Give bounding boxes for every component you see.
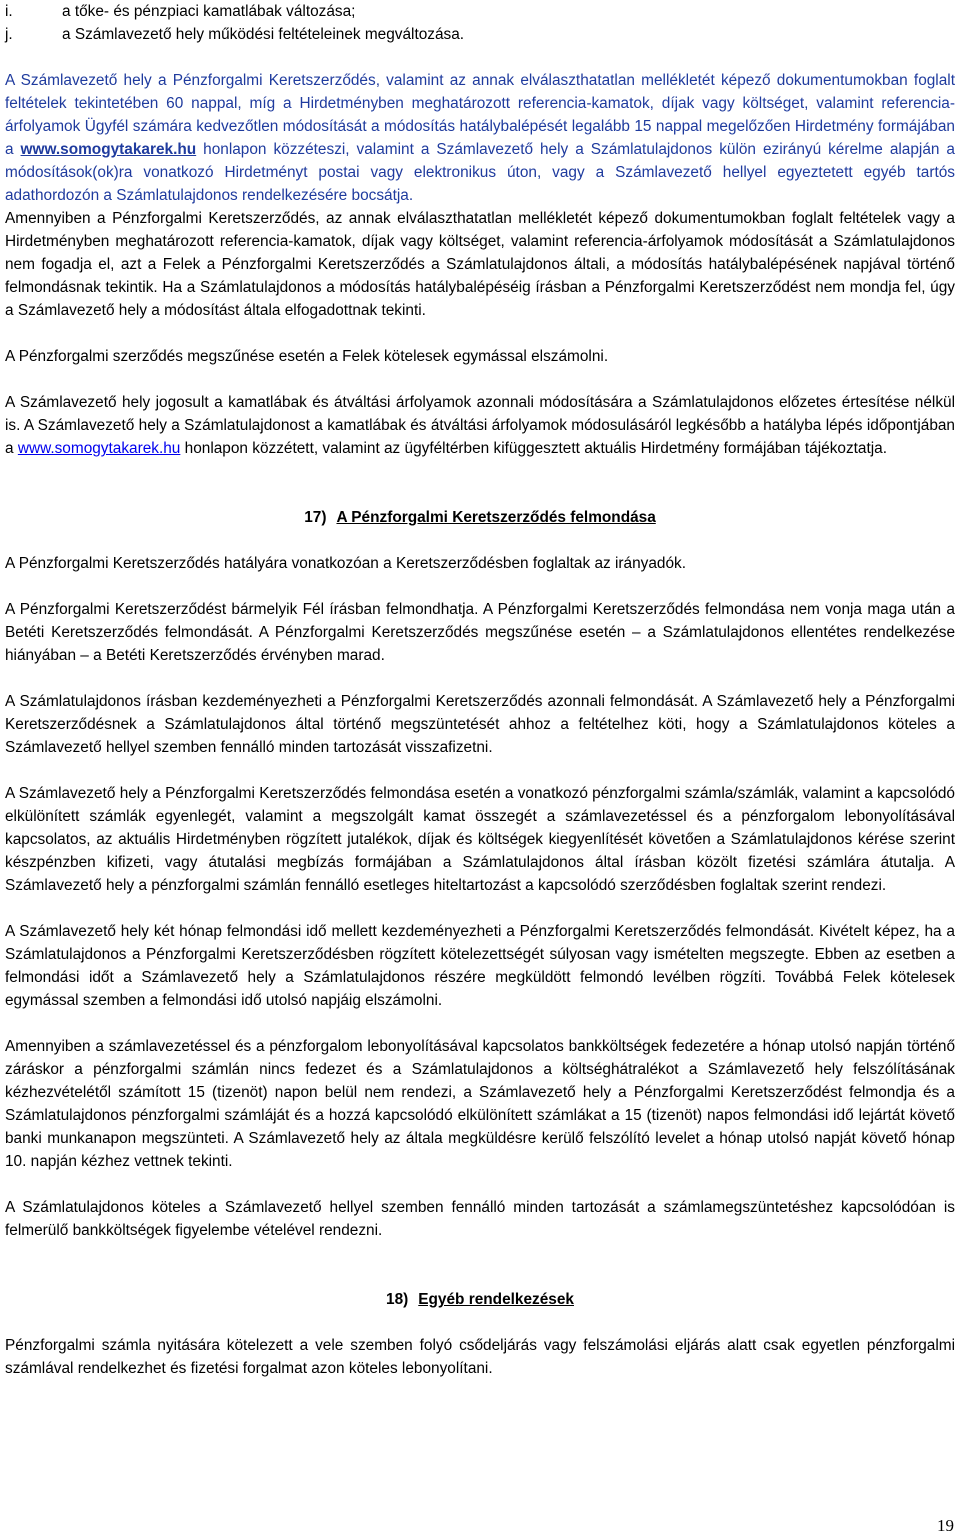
list-item [5, 0, 955, 23]
list-marker: i. [5, 3, 13, 20]
paragraph-settlement: A Pénzforgalmi szerződés megszűnése esetén a Felek kötelesek egymással elszámolni. [5, 348, 609, 365]
paragraph: Amennyiben a számlavezetéssel és a pénzforgalom lebonyolításával kapcsolatos bankköltségek fedezetére a hónap utolsó napján történő záráskor a pénzforgalmi számlán nincs fedezet és a Számlatulajdonos a költséghátralékot a Számlavezető hely felszólításának kézhezvételétől számított 15 (tizenöt) napon belül nem rendezi, a Számlavezető hely a Pénzforgalmi Keretszerződést felmondja és a Számlatulajdonos pénzforgalmi számláját és a hozzá kapcsolódó elkülönített számlákat a 15 (tizenöt) napos felmondási idő lejártát követő banki munkanapon megszünteti. A Számlavezető hely az általa megküldésre kerülő felszólító levelet a hónap utolsó napját követő hónap 10. napján kézhez vettnek tekinti. [5, 1038, 955, 1170]
paragraph: A Pénzforgalmi Keretszerződést bármelyik Fél írásban felmondhatja. A Pénzforgalmi Keretszerződés felmondása nem vonja maga után a Betéti Keretszerződés felmondását. A Pénzforgalmi Keretszerződés megszűnése esetén – a Számlatulajdonos ellentétes rendelkezése hiányában – a Betéti Keretszerződés érvényben marad. [5, 601, 955, 664]
list-text: a tőke- és pénzpiaci kamatlábak változása; [62, 3, 356, 20]
list-text: a Számlavezető hely működési feltételeinek megváltozása. [62, 26, 465, 43]
paragraph: A Számlatulajdonos írásban kezdeményezheti a Pénzforgalmi Keretszerződés azonnali felmondását. A Számlavezető hely a Pénzforgalmi Keretszerződésnek a Számlatulajdonos által történő megszüntetését ahhoz a feltételhez köti, hogy a Számlatulajdonos köteles a Számlavezető hellyel szemben fennálló minden tartozását visszafizetni. [5, 693, 955, 756]
paragraph: A Számlavezető hely két hónap felmondási idő mellett kezdeményezheti a Pénzforgalmi Keretszerződés felmondását. Kivételt képez, ha a Számlatulajdonos a Pénzforgalmi Keretszerződésben rögzített kötelezettségét súlyosan vagy ismételten megszegte. Ebben az esetben a felmondási időt a Számlavezető hely a Számlatulajdonos részére megküldött felmondó levélben rögzíti. Továbbá Felek kötelesek egymással szemben a felmondási idő utolsó napjáig elszámolni. [5, 923, 955, 1009]
page-number: 19 [937, 1516, 954, 1535]
section-heading-17: 17) A Pénzforgalmi Keretszerződés felmondása [304, 509, 656, 526]
website-link[interactable]: www.somogytakarek.hu [17, 440, 181, 457]
paragraph-rejection: Amennyiben a Pénzforgalmi Keretszerződés, az annak elválaszthatatlan mellékletét képező dokumentumokban foglalt feltételek vagy a Hirdetményben meghatározott referencia-kamatok, díjak vagy költséget, valamint referencia-árfolyamok módosítását a Számlatulajdonos nem fogadja el, azt a Felek a Pénzforgalmi Keretszerződés a Számlatulajdonos általi, a módosítás hatálybalépésének napjával történő felmondásnak tekintik. Ha a Számlatulajdonos a módosítás hatálybalépéséig írásban a Pénzforgalmi Keretszerződést nem mondja fel, úgy a Számlavezető hely a módosítást általa elfogadottnak tekinti. [5, 210, 955, 319]
paragraph-rate-change: A Számlavezető hely jogosult a kamatlábak és átváltási árfolyamok azonnali módosítására a Számlatulajdonos előzetes értesítése nélkül is. A Számlavezető hely a Számlatulajdonost a kamatlábak és átváltási árfolyamok módosulásáról legkésőbb a hatályba lépés időpontjában a www.somogytakarek.hu honlapon közzétett, valamint az ügyféltérben kifüggesztett aktuális Hirdetmény formájában tájékoztatja. [5, 394, 955, 457]
section-heading-18: 18) Egyéb rendelkezések [386, 1291, 574, 1308]
list-item [5, 23, 955, 46]
paragraph: A Számlavezető hely a Pénzforgalmi Keretszerződés felmondása esetén a vonatkozó pénzforgalmi számla/számlák, valamint a kapcsolódó elkülönített számlák egyenlegét, valamint a megszolgált kamat összegét a számlavezetéssel és a pénzforgalom lebonyolításával kapcsolatos, az aktuális Hirdetményben rögzített jutalékok, díjak és költségek kiegyenlítését követően a Számlatulajdonos kérése szerint készpénzben kifizeti, vagy átutalási megbízás formájában a Számlatulajdonos által írásban közölt fizetési számlára átutalja. A Számlavezető hely a pénzforgalmi számlán fennálló esetleges hiteltartozást a kapcsolódó szerződésben foglaltak szerint rendezi. [5, 785, 955, 894]
document-page [5, 0, 955, 1380]
paragraph: A Számlatulajdonos köteles a Számlavezető hellyel szemben fennálló minden tartozását a számlamegszüntetéshez kapcsolódóan is felmerülő bankköltségek figyelembe vételével rendezni. [5, 1199, 955, 1239]
paragraph-modification-notice: A Számlavezető hely a Pénzforgalmi Keretszerződés, valamint az annak elválaszthatatlan mellékletét képező dokumentumokban foglalt feltételek tekintetében 60 nappal, míg a Hirdetményben meghatározott referencia-kamatok, díjak vagy költséget, valamint referencia-árfolyamok Ügyfél számára kedvezőtlen módosítását a módosítás hatálybalépését legalább 15 nappal megelőzően Hirdetmény formájában a www.somogytakarek.hu honlapon közzéteszi, valamint a Számlavezető hely a Számlatulajdonos külön ezirányú kérelme alapján a módosítások(ok)ra vonatkozó Hirdetményt postai vagy elektronikus úton, vagy a Számlavezető hellyel egyeztetett egyéb tartós adathordozón a Számlatulajdonos rendelkezésére bocsátja. [5, 72, 955, 204]
list-marker: j. [5, 26, 13, 43]
website-link[interactable]: www.somogytakarek.hu [20, 141, 197, 158]
paragraph: A Pénzforgalmi Keretszerződés hatályára vonatkozóan a Keretszerződésben foglaltak az irányadók. [5, 555, 686, 572]
paragraph: Pénzforgalmi számla nyitására kötelezett a vele szemben folyó csődeljárás vagy felszámolási eljárás alatt csak egyetlen pénzforgalmi számlával rendelkezhet és fizetési forgalmat azon köteles lebonyolítani. [5, 1337, 955, 1377]
